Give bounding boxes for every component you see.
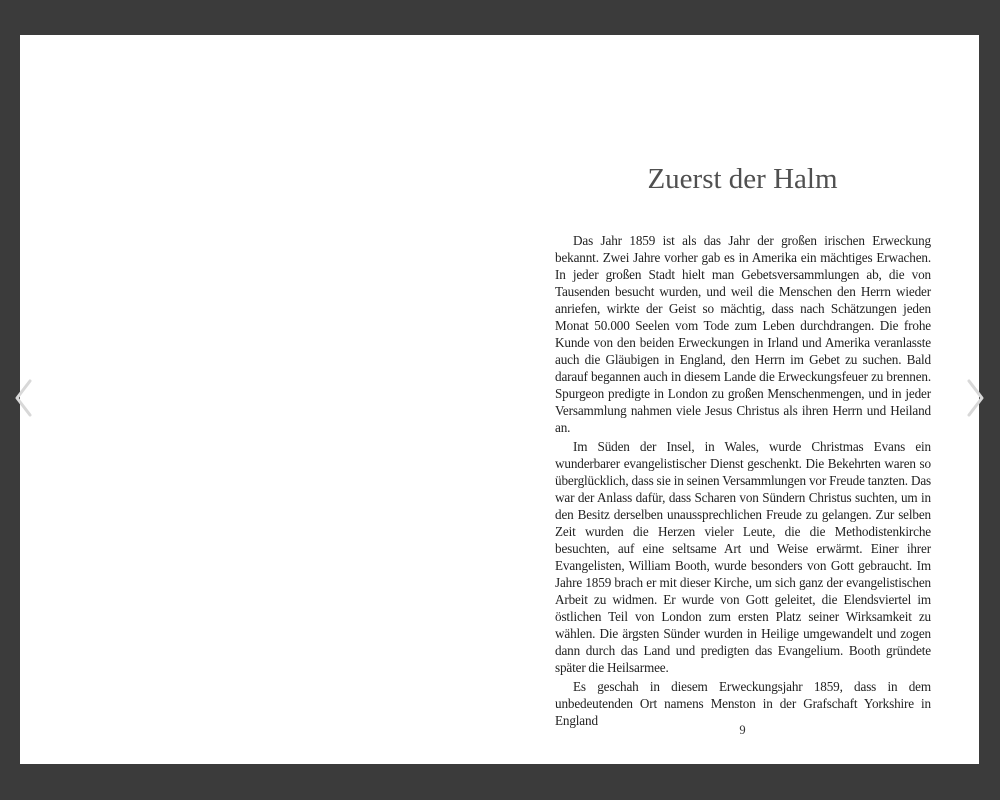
chapter-title: Zuerst der Halm [647, 163, 838, 195]
paragraph: Im Süden der Insel, in Wales, wurde Christmas Evans ein wunderbarer evangelistischer Dienst geschenkt. Die Bekehrten waren so überglücklich, dass sie in seinen Versammlungen vor Freude tanzten. Das war der Anlass dafür, dass Scharen von Sündern Christus suchten, um in den Besitz derselben unaussprechlichen Freude zu gelangen. Zur selben Zeit wurden die Herzen vieler Leute, die die Methodistenkirche besuchten, auf eine seltsame Art und Weise erwärmt. Einer ihrer Evangelisten, William Booth, wurde besonders von Gott gebraucht. Im Jahre 1859 brach er mit dieser Kirche, um sich ganz der evangelistischen Arbeit zu widmen. Er wurde von Gott geleitet, die Elendsviertel im östlichen Teil von London zum ersten Platz seiner Wirksamkeit zu wählen. Die ärgsten Sünder wurden in Heilige umgewandelt und zogen dann durch das Land und predigten das Evangelium. Booth gründete später die Heilsarmee. [555, 439, 931, 675]
right-page [500, 35, 979, 764]
page-number: 9 [739, 723, 746, 737]
previous-page-button[interactable] [12, 378, 38, 418]
paragraph: Das Jahr 1859 ist als das Jahr der großen irischen Erweckung bekannt. Zwei Jahre vorher gab es in Amerika ein mächtiges Erwachen. In jeder großen Stadt hielt man Gebetsversammlungen ab, die von Tausenden besucht wurden, und weil die Menschen den Herrn wieder anriefen, wirkte der Geist so mächtig, dass nach Schätzungen jeden Monat 50.000 Seelen vom Tode zum Leben durchdrangen. Die frohe Kunde von den beiden Erweckungen in Irland und Amerika veranlasste auch die Gläubigen in England, den Herrn im Gebet zu suchen. Bald darauf begannen auch in diesem Lande die Erweckungsfeuer zu brennen. Spurgeon predigte in London zu großen Menschenmengen, und in jeder Versammlung nahmen viele Jesus Christus als ihren Herrn und Heiland an. [555, 233, 931, 435]
next-page-button[interactable] [961, 378, 987, 418]
left-page-blank [20, 35, 500, 764]
page-spread [20, 35, 979, 764]
chapter-body [555, 232, 931, 731]
paragraph: Es geschah in diesem Erweckungsjahr 1859, dass in dem unbedeutenden Ort namens Menston in der Grafschaft Yorkshire in England [555, 679, 931, 728]
chevron-right-icon [961, 378, 987, 418]
chevron-left-icon [12, 378, 38, 418]
